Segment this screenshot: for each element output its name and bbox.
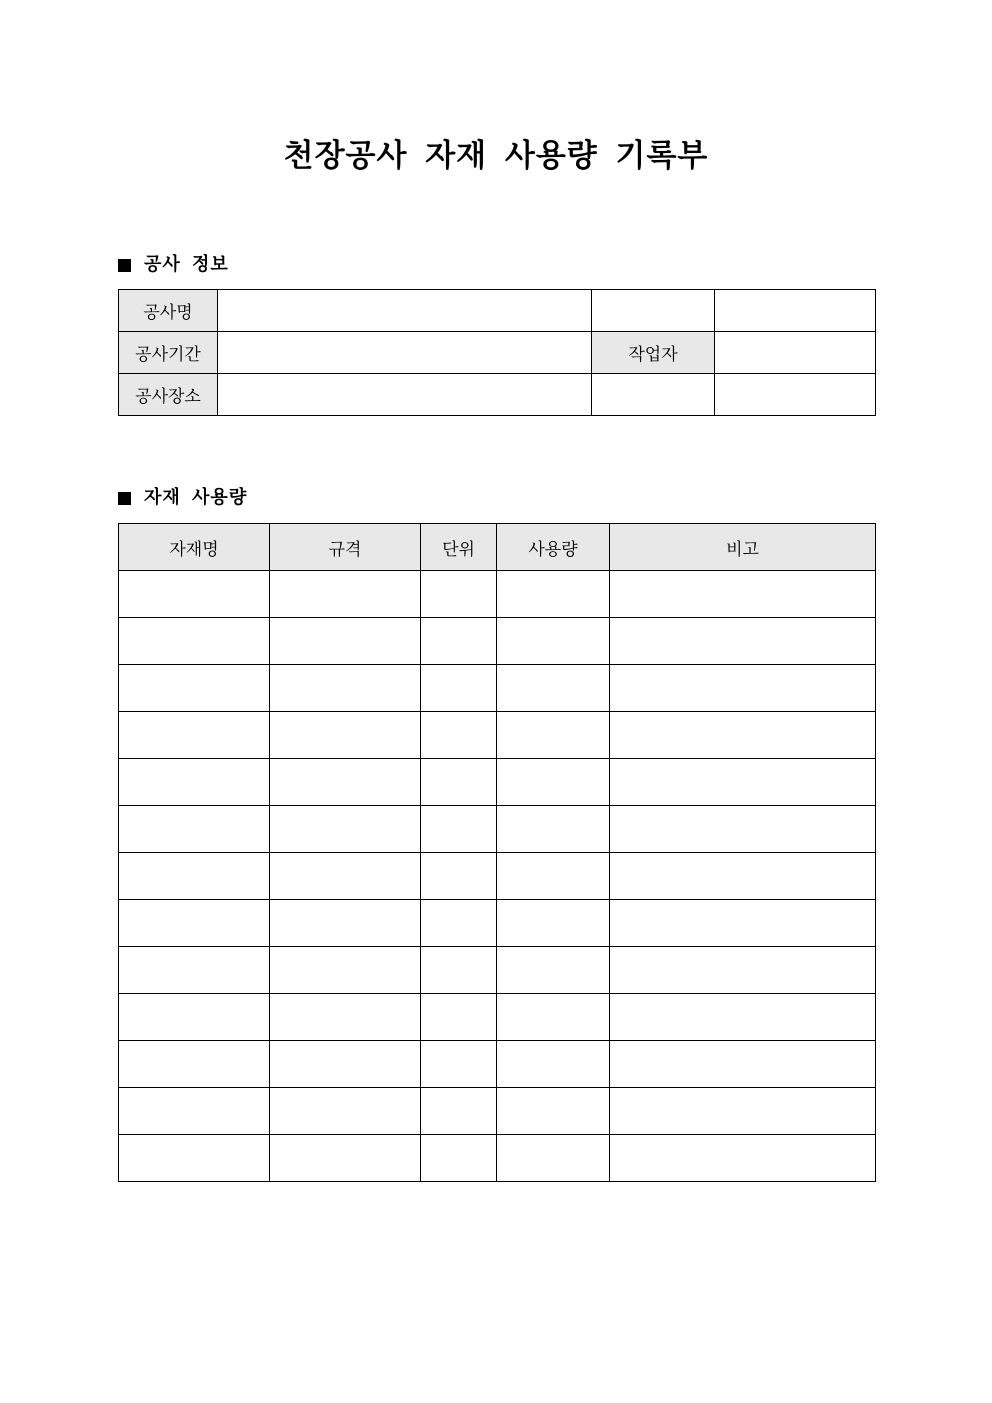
project-location-label: 공사장소 [119, 374, 218, 416]
table-row [119, 1041, 876, 1088]
table-row [119, 947, 876, 994]
table-row [119, 1088, 876, 1135]
table-row [119, 900, 876, 947]
project-name-field[interactable] [218, 290, 592, 332]
remarks-cell[interactable] [610, 900, 876, 947]
project-location-field[interactable] [218, 374, 592, 416]
section-heading-project-info [118, 253, 229, 277]
quantity-cell[interactable] [497, 1041, 610, 1088]
worker-label: 작업자 [592, 332, 715, 374]
quantity-cell[interactable] [497, 571, 610, 618]
table-row [119, 806, 876, 853]
material-name-cell[interactable] [119, 994, 270, 1041]
empty-cell [592, 374, 715, 416]
section-heading-label: 공사 정보 [144, 254, 229, 275]
column-header-material-name: 자재명 [119, 524, 270, 571]
unit-cell[interactable] [421, 900, 497, 947]
section-heading-label: 자재 사용량 [144, 487, 248, 508]
quantity-cell[interactable] [497, 947, 610, 994]
table-row [119, 665, 876, 712]
unit-cell[interactable] [421, 618, 497, 665]
quantity-cell[interactable] [497, 712, 610, 759]
worker-field[interactable] [715, 332, 876, 374]
square-bullet-icon [118, 259, 131, 272]
unit-cell[interactable] [421, 1135, 497, 1182]
spec-cell[interactable] [270, 853, 421, 900]
unit-cell[interactable] [421, 571, 497, 618]
remarks-cell[interactable] [610, 571, 876, 618]
remarks-cell[interactable] [610, 712, 876, 759]
quantity-cell[interactable] [497, 759, 610, 806]
quantity-cell[interactable] [497, 994, 610, 1041]
spec-cell[interactable] [270, 712, 421, 759]
remarks-cell[interactable] [610, 1135, 876, 1182]
quantity-cell[interactable] [497, 618, 610, 665]
remarks-cell[interactable] [610, 853, 876, 900]
project-info-table [118, 289, 876, 416]
remarks-cell[interactable] [610, 994, 876, 1041]
column-header-spec: 규격 [270, 524, 421, 571]
unit-cell[interactable] [421, 994, 497, 1041]
material-name-cell[interactable] [119, 618, 270, 665]
material-usage-table [118, 523, 876, 1182]
unit-cell[interactable] [421, 665, 497, 712]
unit-cell[interactable] [421, 1088, 497, 1135]
spec-cell[interactable] [270, 571, 421, 618]
spec-cell[interactable] [270, 759, 421, 806]
unit-cell[interactable] [421, 759, 497, 806]
spec-cell[interactable] [270, 665, 421, 712]
material-name-cell[interactable] [119, 665, 270, 712]
spec-cell[interactable] [270, 806, 421, 853]
table-row [119, 853, 876, 900]
spec-cell[interactable] [270, 947, 421, 994]
quantity-cell[interactable] [497, 900, 610, 947]
remarks-cell[interactable] [610, 1088, 876, 1135]
column-header-remarks: 비고 [610, 524, 876, 571]
remarks-cell[interactable] [610, 1041, 876, 1088]
table-row [119, 332, 876, 374]
quantity-cell[interactable] [497, 806, 610, 853]
quantity-cell[interactable] [497, 1135, 610, 1182]
material-name-cell[interactable] [119, 1041, 270, 1088]
quantity-cell[interactable] [497, 1088, 610, 1135]
quantity-cell[interactable] [497, 665, 610, 712]
remarks-cell[interactable] [610, 947, 876, 994]
table-row [119, 374, 876, 416]
spec-cell[interactable] [270, 1088, 421, 1135]
material-name-cell[interactable] [119, 1135, 270, 1182]
square-bullet-icon [118, 492, 131, 505]
empty-cell [715, 374, 876, 416]
unit-cell[interactable] [421, 947, 497, 994]
material-name-cell[interactable] [119, 853, 270, 900]
project-period-field[interactable] [218, 332, 592, 374]
quantity-cell[interactable] [497, 853, 610, 900]
spec-cell[interactable] [270, 618, 421, 665]
table-row [119, 290, 876, 332]
table-row [119, 994, 876, 1041]
table-row [119, 1135, 876, 1182]
empty-cell [592, 290, 715, 332]
remarks-cell[interactable] [610, 759, 876, 806]
table-row [119, 618, 876, 665]
remarks-cell[interactable] [610, 806, 876, 853]
material-name-cell[interactable] [119, 571, 270, 618]
table-row [119, 712, 876, 759]
spec-cell[interactable] [270, 900, 421, 947]
empty-cell [715, 290, 876, 332]
section-heading-material-usage [118, 486, 247, 510]
unit-cell[interactable] [421, 712, 497, 759]
remarks-cell[interactable] [610, 618, 876, 665]
material-name-cell[interactable] [119, 806, 270, 853]
column-header-unit: 단위 [421, 524, 497, 571]
unit-cell[interactable] [421, 806, 497, 853]
table-header-row [119, 524, 876, 571]
project-period-label: 공사기간 [119, 332, 218, 374]
project-name-label: 공사명 [119, 290, 218, 332]
material-name-cell[interactable] [119, 947, 270, 994]
spec-cell[interactable] [270, 1041, 421, 1088]
spec-cell[interactable] [270, 994, 421, 1041]
table-row [119, 571, 876, 618]
unit-cell[interactable] [421, 853, 497, 900]
page-title: 천장공사 자재 사용량 기록부 [283, 138, 709, 174]
spec-cell[interactable] [270, 1135, 421, 1182]
material-name-cell[interactable] [119, 900, 270, 947]
table-row [119, 759, 876, 806]
material-name-cell[interactable] [119, 759, 270, 806]
material-name-cell[interactable] [119, 712, 270, 759]
remarks-cell[interactable] [610, 665, 876, 712]
material-name-cell[interactable] [119, 1088, 270, 1135]
unit-cell[interactable] [421, 1041, 497, 1088]
column-header-quantity: 사용량 [497, 524, 610, 571]
material-usage-body [119, 571, 876, 1182]
